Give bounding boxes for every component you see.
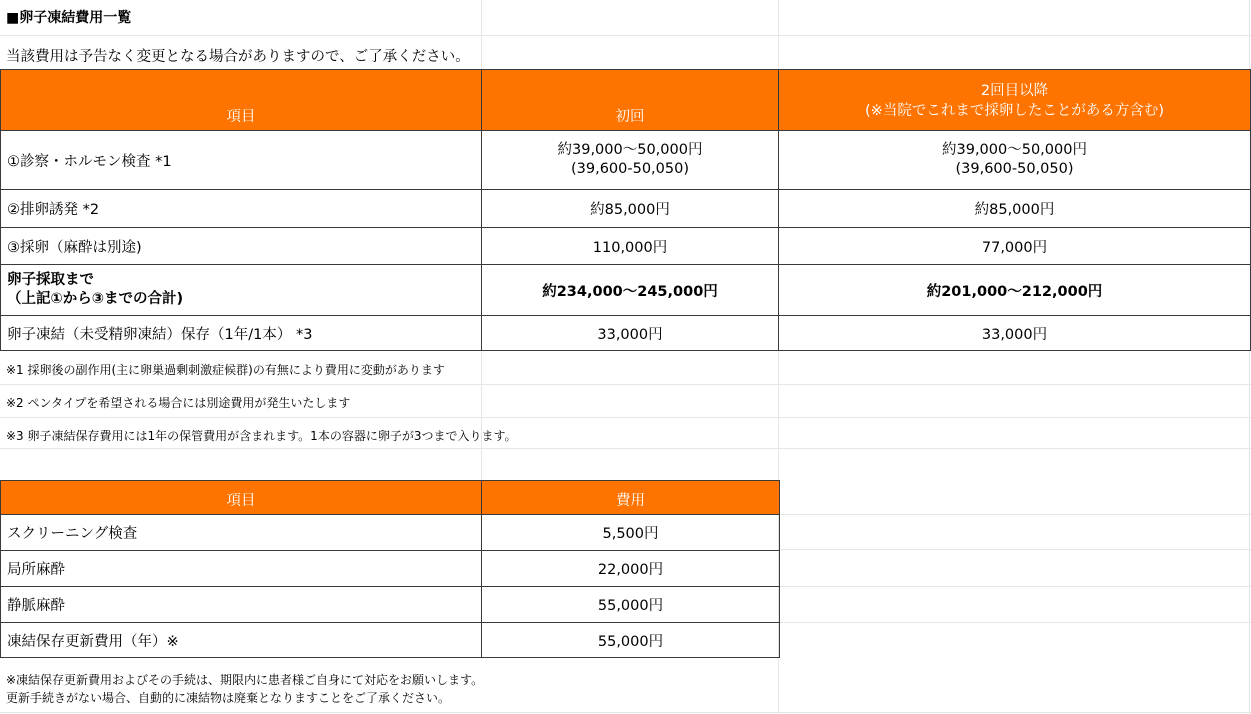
header-item: 項目	[1, 70, 482, 131]
gridline	[0, 35, 1251, 36]
table-row	[1, 515, 780, 551]
row-item: 卵子凍結（未受精卵凍結）保存（1年/1本） *3	[1, 316, 482, 351]
gridline	[1249, 350, 1250, 714]
row-first: 約85,000円	[482, 190, 779, 228]
row-first: 110,000円	[482, 228, 779, 265]
table-header-row	[1, 481, 780, 515]
page-title: ■卵子凍結費用一覧	[6, 10, 132, 26]
gridline	[481, 350, 482, 480]
row-item	[1, 265, 482, 316]
row-first-line2: (39,600-50,050)	[570, 161, 690, 177]
row-second-line2: (39,600-50,050)	[955, 161, 1074, 177]
row-item-line2: （上記①から③までの合計)	[7, 291, 184, 307]
row-first	[482, 131, 779, 190]
row-second: 33,000円	[779, 316, 1251, 351]
gridline	[779, 586, 1251, 587]
row-second: 約201,000〜212,000円	[779, 265, 1251, 316]
row-second-line1: 約39,000〜50,000円	[942, 142, 1087, 158]
additional-cost-table	[0, 480, 780, 658]
row-first: 約234,000〜245,000円	[482, 265, 779, 316]
gridline	[0, 417, 1251, 418]
table-row	[1, 228, 1251, 265]
table-row	[1, 623, 780, 658]
row-item: 凍結保存更新費用（年）※	[1, 623, 482, 658]
table-row	[1, 190, 1251, 228]
table-row-subtotal	[1, 265, 1251, 316]
gridline	[779, 549, 1251, 550]
note-1: ※1 採卵後の副作用(主に卵巣過剰刺激症候群)の有無により費用に変動があります	[6, 363, 445, 377]
footer-note-2: 更新手続きがない場合、自動的に凍結物は廃棄となりますことをご了承ください。	[6, 691, 451, 705]
row-item-line1: 卵子採取まで	[7, 272, 94, 288]
row-item: ②排卵誘発 *2	[1, 190, 482, 228]
gridline	[779, 622, 1251, 623]
row-cost: 55,000円	[482, 587, 780, 623]
header-first: 初回	[482, 70, 779, 131]
note-2: ※2 ペンタイプを希望される場合には別途費用が発生いたします	[6, 396, 351, 410]
notice-text: 当該費用は予告なく変更となる場合がありますので、ご了承ください。	[6, 49, 470, 65]
row-second: 77,000円	[779, 228, 1251, 265]
table-row	[1, 316, 1251, 351]
row-first: 33,000円	[482, 316, 779, 351]
gridline	[0, 448, 1251, 449]
table-row	[1, 131, 1251, 190]
table-row	[1, 587, 780, 623]
row-item: 局所麻酔	[1, 551, 482, 587]
header-second	[779, 70, 1251, 131]
row-second: 約85,000円	[779, 190, 1251, 228]
row-item: スクリーニング検査	[1, 515, 482, 551]
gridline	[0, 712, 1251, 713]
footer-note-1: ※凍結保存更新費用およびその手続は、期限内に患者様ご自身にて対応をお願いします。	[6, 673, 484, 687]
table-header-row	[1, 70, 1251, 131]
table-row	[1, 551, 780, 587]
note-3: ※3 卵子凍結保存費用には1年の保管費用が含まれます。1本の容器に卵子が3つまで入ります。	[6, 429, 517, 443]
row-first-line1: 約39,000〜50,000円	[557, 142, 703, 158]
row-cost: 5,500円	[482, 515, 780, 551]
header-cost: 費用	[482, 481, 780, 515]
header-second-line2: (※当院でこれまで採卵したことがある方含む)	[865, 102, 1164, 119]
egg-freezing-cost-table	[0, 69, 1251, 351]
header-second-line1: 2回目以降	[980, 82, 1049, 99]
row-item: ①診察・ホルモン検査 *1	[1, 131, 482, 190]
row-second	[779, 131, 1251, 190]
row-item: ③採卵（麻酔は別途)	[1, 228, 482, 265]
gridline	[779, 514, 1251, 515]
header-item: 項目	[1, 481, 482, 515]
row-item: 静脈麻酔	[1, 587, 482, 623]
gridline	[0, 384, 1251, 385]
row-cost: 55,000円	[482, 623, 780, 658]
row-cost: 22,000円	[482, 551, 780, 587]
